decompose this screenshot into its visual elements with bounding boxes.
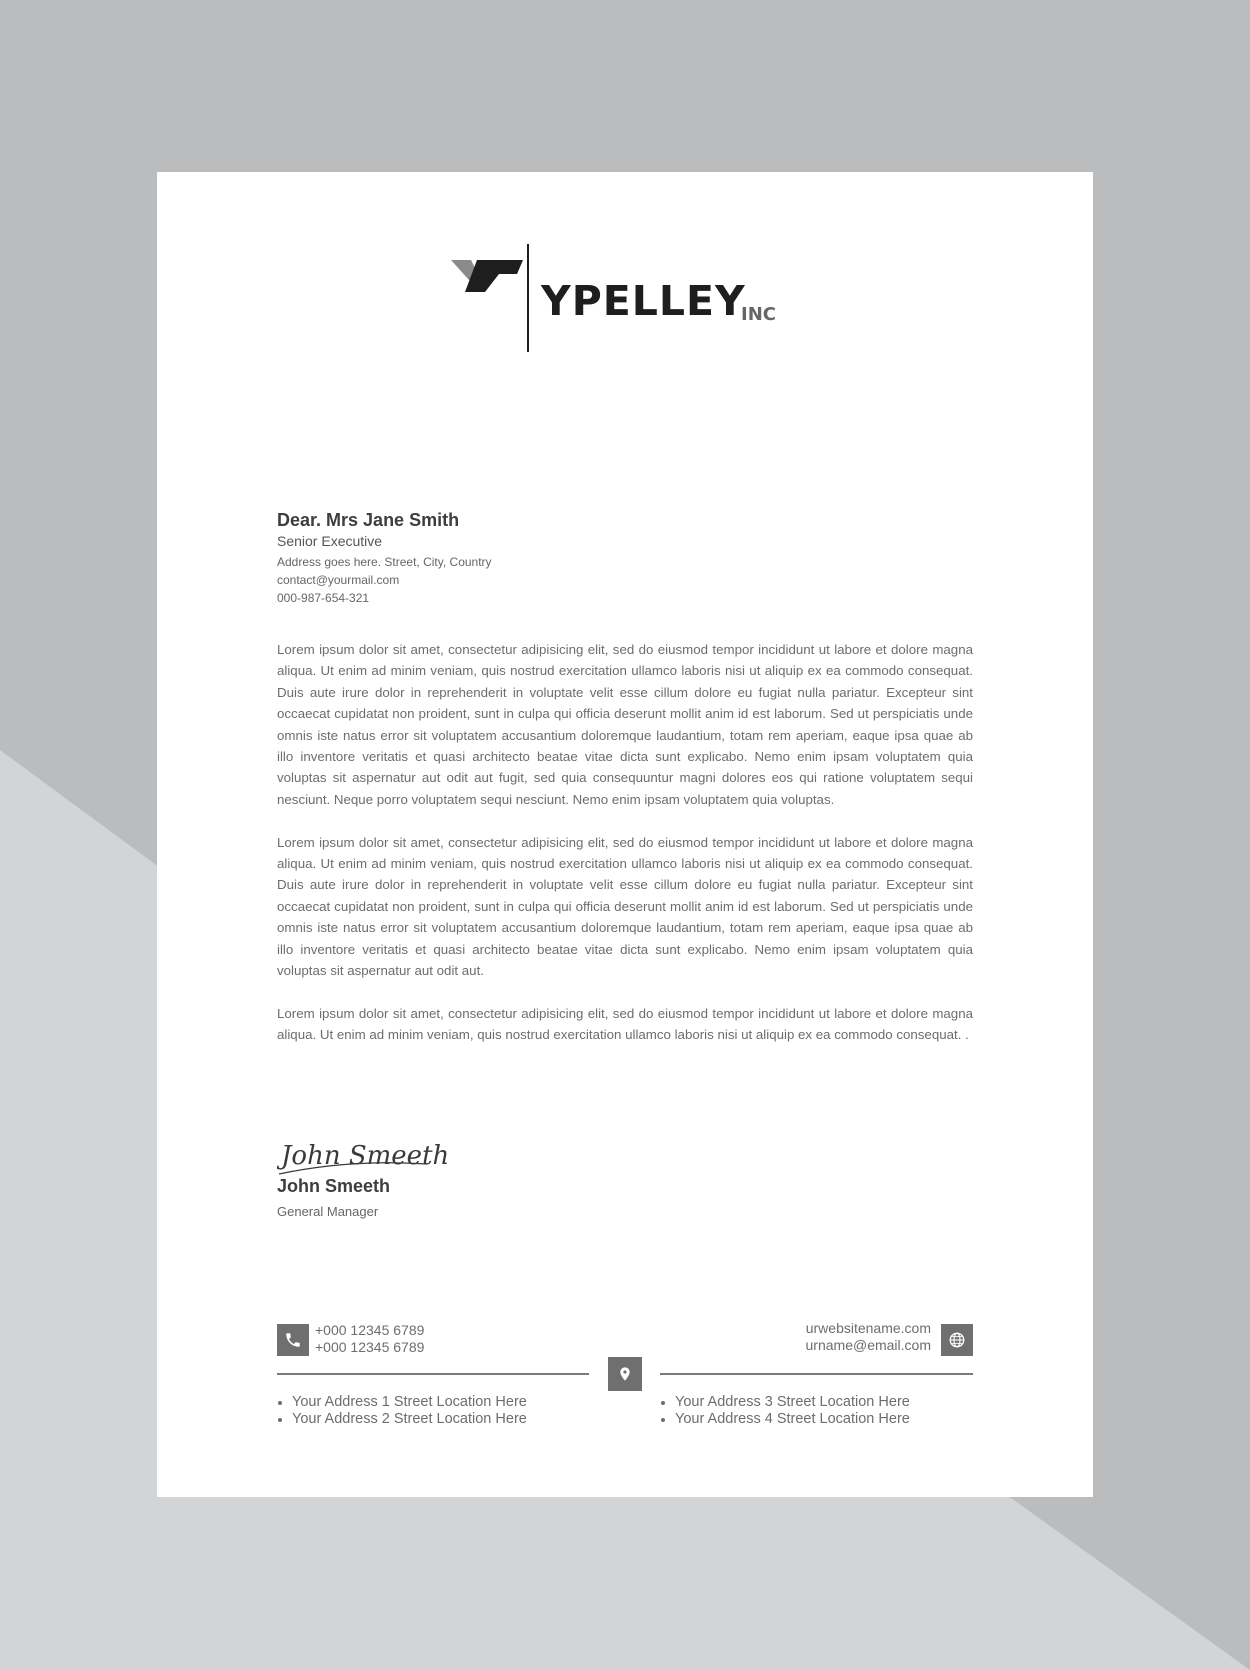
map-pin-icon: [617, 1365, 633, 1383]
website-link[interactable]: urwebsitename.com: [805, 1320, 931, 1336]
recipient-title: Senior Executive: [277, 533, 383, 549]
letter-content: [277, 510, 973, 1067]
letterhead-page: [157, 172, 1093, 1497]
signer-title: General Manager: [277, 1204, 379, 1219]
recipient-email: contact@yourmail.com: [277, 573, 400, 587]
phone-icon-box: [277, 1324, 309, 1356]
footer-divider-right: [660, 1373, 973, 1375]
address-item: Your Address 2 Street Location Here: [277, 1411, 527, 1428]
phone-icon: [284, 1331, 302, 1349]
signature-text: John Smeeth: [281, 1141, 450, 1171]
recipient-name: Dear. Mrs Jane Smith: [277, 510, 460, 530]
letter-body: [277, 639, 973, 1046]
address-list-left: [277, 1394, 527, 1428]
phone-number: +000 12345 6789: [315, 1339, 425, 1355]
globe-icon: [948, 1331, 966, 1349]
body-paragraph: Lorem ipsum dolor sit amet, consectetur adipisicing elit, sed do eiusmod tempor incididunt ut labore et dolore magna aliqua. Ut enim ad minim veniam, quis nostrud exercitation ullamco laboris nisi ut aliquip ex ea commodo consequat. .: [277, 1005, 973, 1043]
body-paragraph: Lorem ipsum dolor sit amet, consectetur adipisicing elit, sed do eiusmod tempor incididunt ut labore et dolore magna aliqua. Ut enim ad minim veniam, quis nostrud exercitation ullamco laboris nisi ut aliquip ex ea commodo consequat. Duis aute irure dolor in reprehenderit in voluptate velit esse cillum dolore eu fugiat nulla pariatur. Excepteur sint occaecat cupidatat non proident, sunt in culpa qui officia deserunt mollit anim id est laborum. Sed ut perspiciatis unde omnis iste natus error sit voluptatem accusantium doloremque laudantium, totam rem aperiam, eaque ipsa quae ab illo inventore veritatis et quasi architecto beatae vitae dicta sunt explicabo. Nemo enim ipsam voluptatem quia voluptas sit aspernatur aut odit aut.: [277, 834, 973, 979]
handwritten-signature: [277, 1130, 487, 1182]
footer-divider-left: [277, 1373, 589, 1375]
address-item: Your Address 1 Street Location Here: [277, 1394, 527, 1411]
signer-name: John Smeeth: [277, 1176, 391, 1196]
recipient-phone: 000-987-654-321: [277, 591, 370, 605]
body-paragraph: Lorem ipsum dolor sit amet, consectetur adipisicing elit, sed do eiusmod tempor incididunt ut labore et dolore magna aliqua. Ut enim ad minim veniam, quis nostrud exercitation ullamco laboris nisi ut aliquip ex ea commodo consequat. Duis aute irure dolor in reprehenderit in voluptate velit esse cillum dolore eu fugiat nulla pariatur. Excepteur sint occaecat cupidatat non proident, sunt in culpa qui officia deserunt mollit anim id est laborum. Sed ut perspiciatis unde omnis iste natus error sit voluptatem accusantium doloremque laudantium, totam rem aperiam, eaque ipsa quae ab illo inventore veritatis et quasi architecto beatae vitae dicta sunt explicabo. Nemo enim ipsam voluptatem quia voluptas sit aspernatur aut odit aut fugit, sed quia consequuntur magni dolores eos qui ratione voluptatem sequi nesciunt. Neque porro voluptatem sequi nesciunt. Nemo enim ipsam voluptatem quia voluptas.: [277, 642, 973, 807]
phone-numbers: [315, 1322, 424, 1356]
logo-divider: [527, 244, 529, 352]
email-link[interactable]: urname@email.com: [805, 1337, 931, 1353]
address-item: Your Address 3 Street Location Here: [660, 1394, 910, 1411]
company-logo: [451, 244, 801, 354]
logo-suffix: INC: [741, 304, 776, 325]
address-list-right: [660, 1394, 910, 1428]
globe-icon-box: [941, 1324, 973, 1356]
address-item: Your Address 4 Street Location Here: [660, 1411, 910, 1428]
web-contacts: [806, 1320, 931, 1354]
logo-mark-icon: [451, 244, 527, 304]
map-pin-icon-box: [608, 1357, 642, 1391]
phone-number: +000 12345 6789: [315, 1322, 425, 1338]
logo-company-name: YPELLEY: [541, 277, 746, 325]
recipient-address: Address goes here. Street, City, Country: [277, 555, 492, 569]
